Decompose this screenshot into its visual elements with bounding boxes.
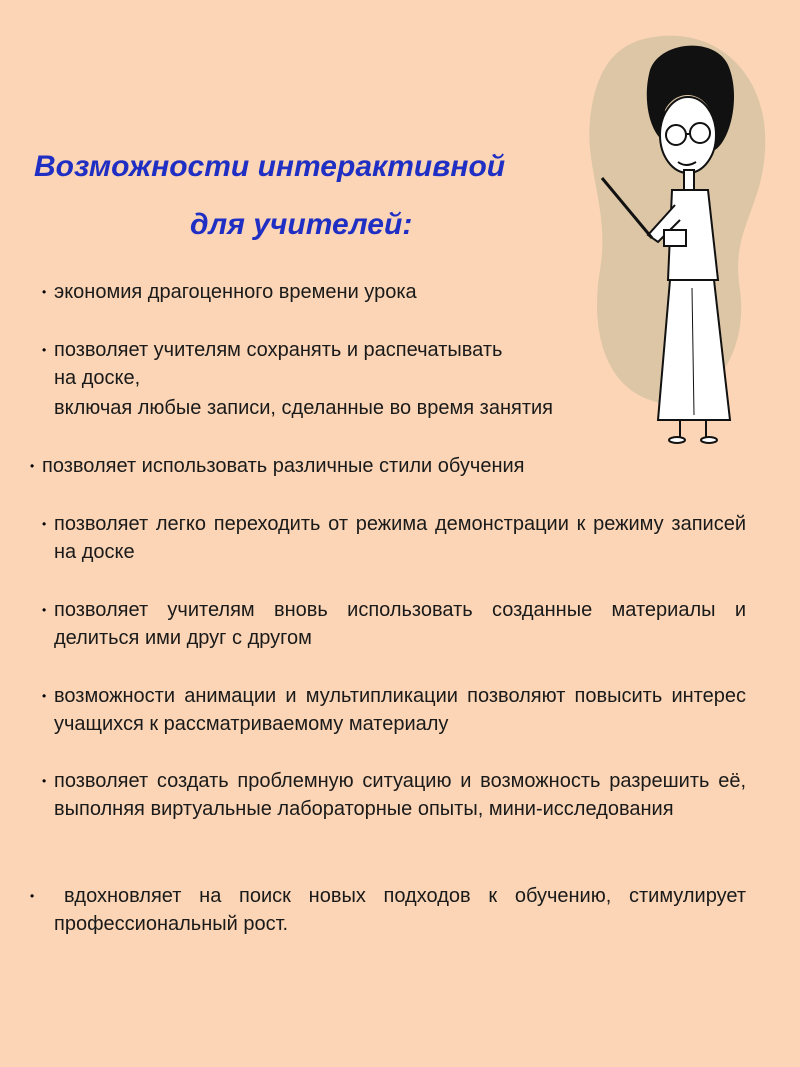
title-line-1: Возможности интерактивной: [34, 150, 506, 183]
teacher-illustration: [580, 30, 780, 450]
bullet-icon: •: [30, 459, 35, 473]
list-item-line: позволяет учителям сохранять и распечатывать: [54, 339, 503, 361]
list-item-line: включая любые записи, сделанные во время занятия: [54, 397, 554, 419]
bullet-icon: •: [42, 343, 47, 357]
list-item: позволяет учителям вновь использовать созданные материалы и делиться ими друг с другом: [54, 599, 746, 649]
list-item: экономия драгоценного времени урока: [54, 281, 417, 303]
list-item: позволяет легко переходить от режима демонстрации к режиму записей на доске: [54, 513, 746, 563]
list-item: вдохновляет на поиск новых подходов к обучению, стимулирует профессиональный рост.: [54, 885, 746, 935]
bullet-icon: •: [30, 889, 35, 903]
list-item: позволяет создать проблемную ситуацию и возможность разрешить её, выполняя виртуальные лабораторные опыты, мини-исследования: [54, 770, 746, 820]
bullet-icon: •: [42, 774, 47, 788]
bullet-icon: •: [42, 603, 47, 617]
title-line-2: для учителей:: [190, 208, 413, 241]
bullet-icon: •: [42, 285, 47, 299]
list-item-line: на доске,: [54, 367, 141, 389]
bullet-icon: •: [42, 517, 47, 531]
list-item: позволяет использовать различные стили обучения: [42, 455, 525, 477]
list-item: возможности анимации и мультипликации позволяют повысить интерес учащихся к рассматриваемому материалу: [54, 685, 746, 735]
bullet-icon: •: [42, 689, 47, 703]
